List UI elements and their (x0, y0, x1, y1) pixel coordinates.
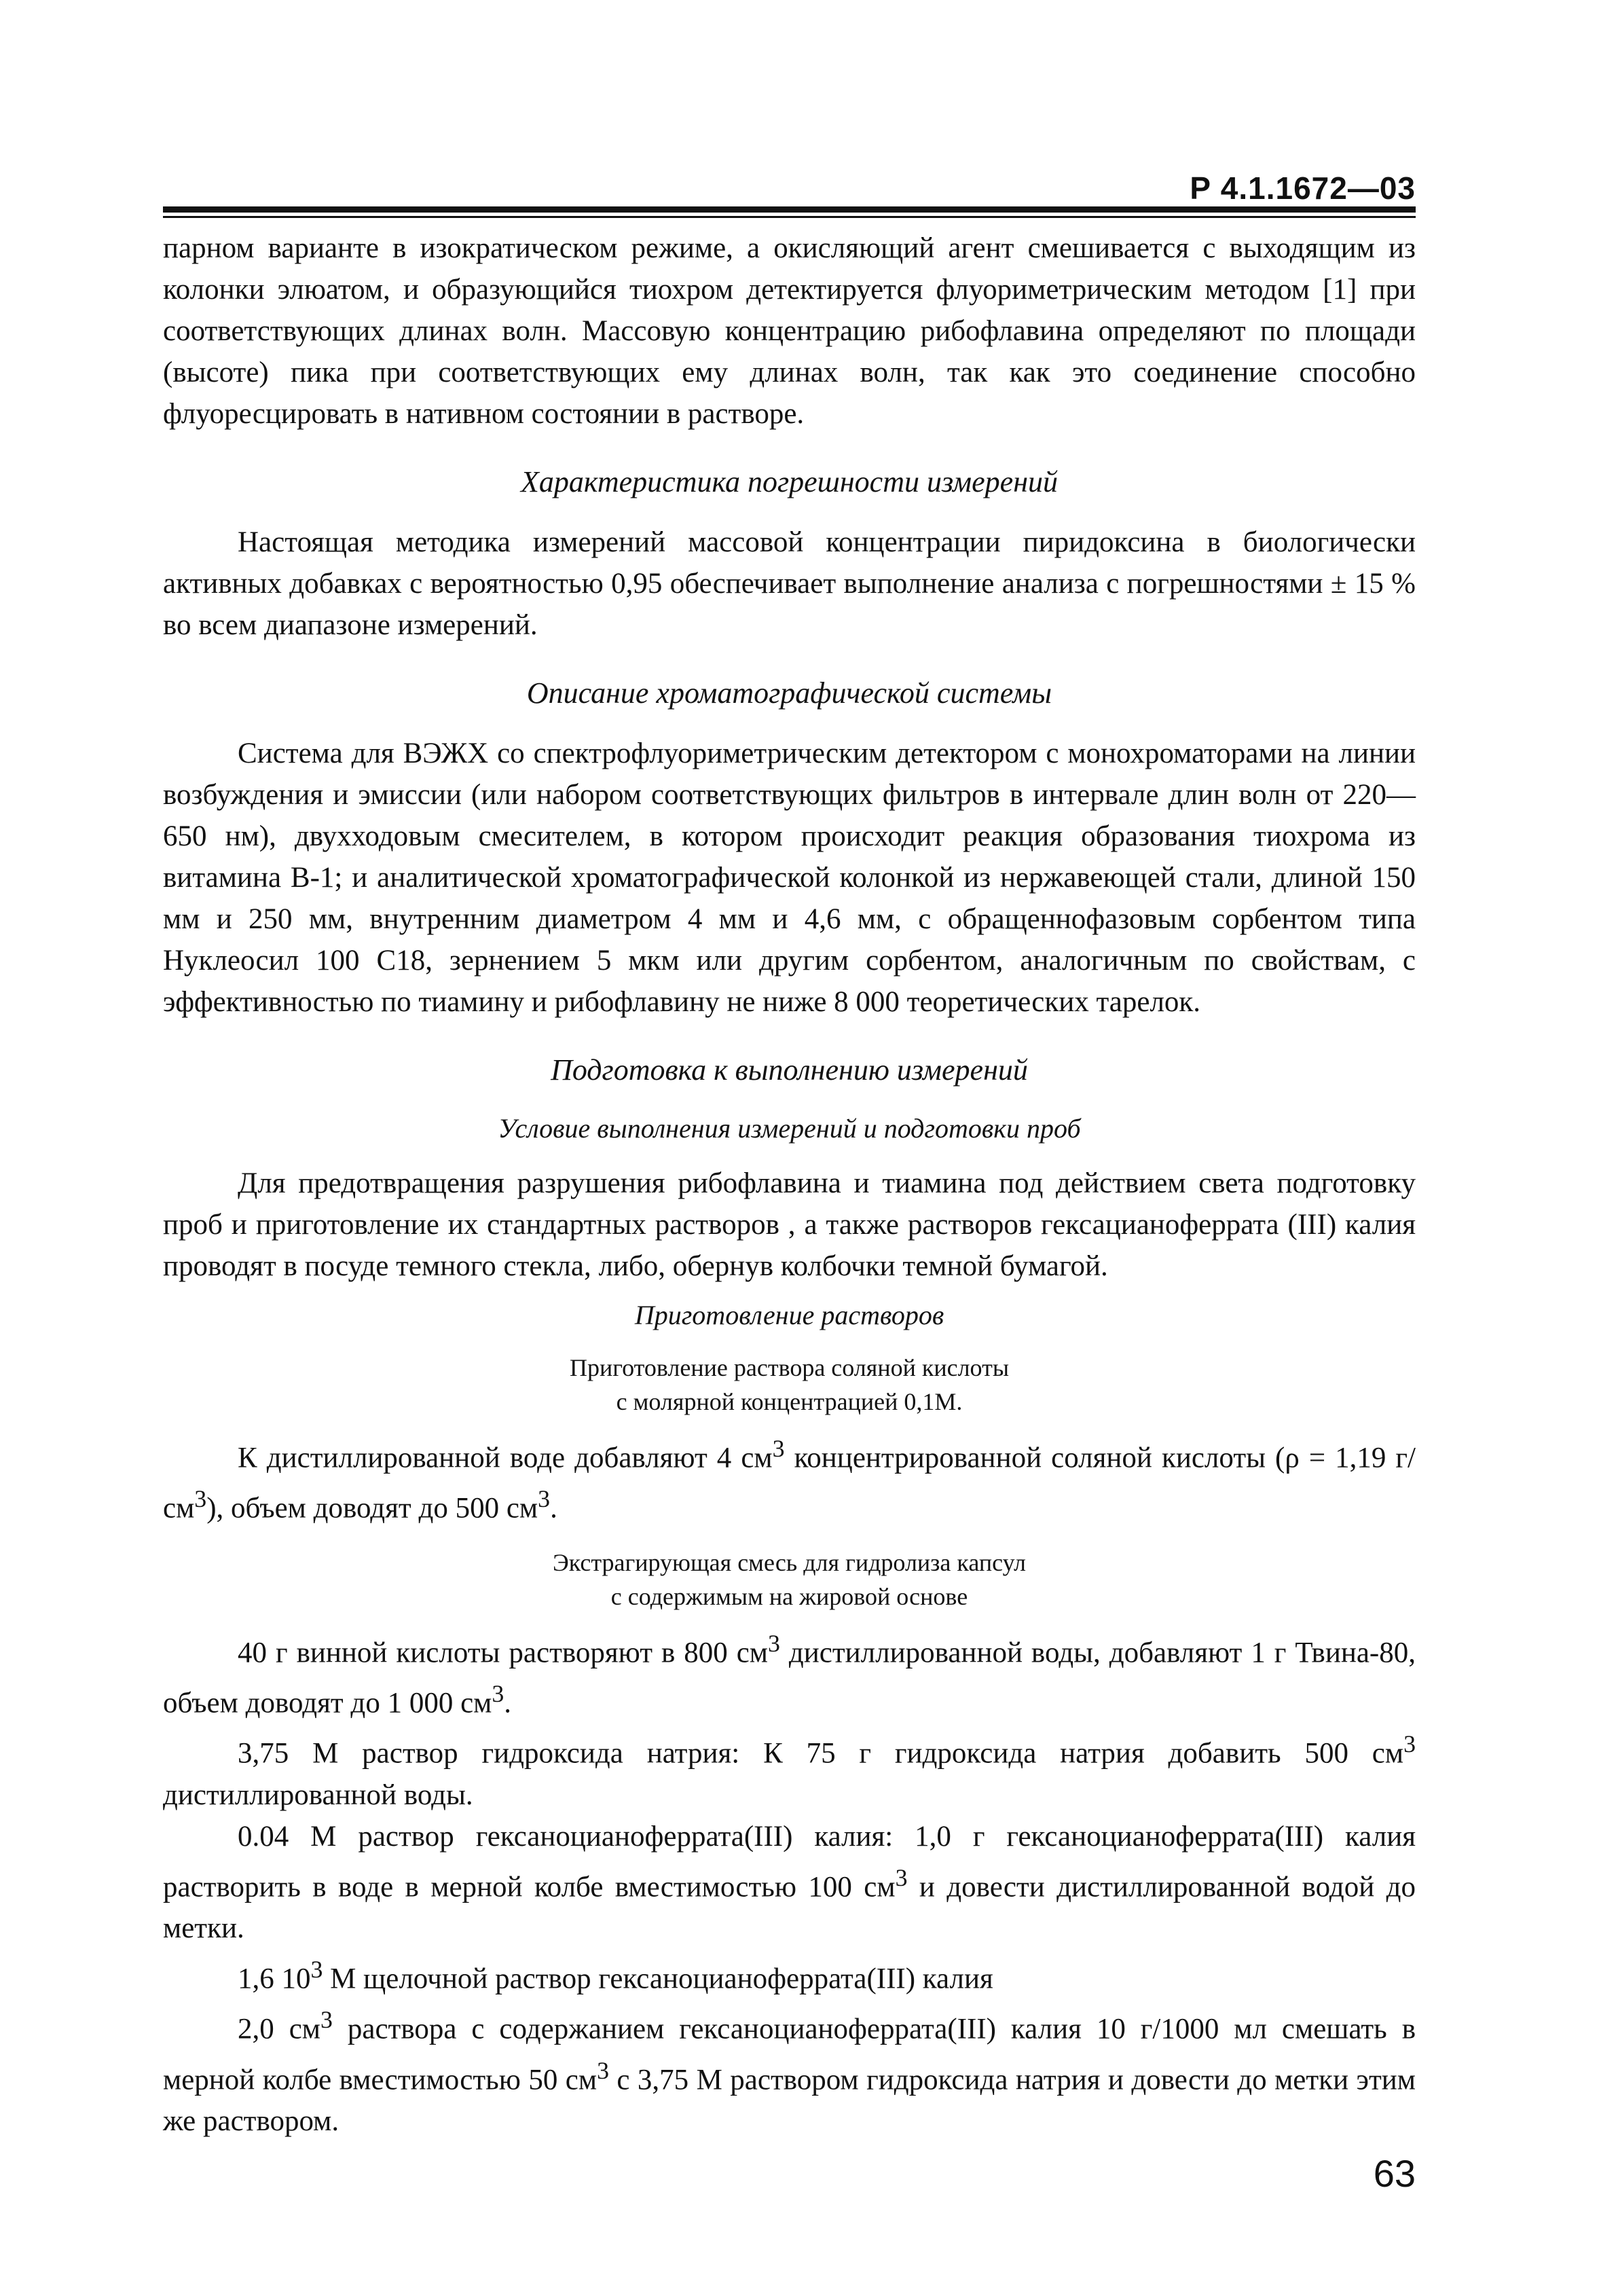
superscript-3: 3 (597, 2056, 609, 2084)
system-section-heading: Описание хроматографической системы (526, 676, 1052, 710)
ferri-text-a: 0.04 М раствор гексаноцианоферрата(III) калия: 1,0 г гексаноцианоферрата(III) калия растворить в воде в мерной колбе вместимостью 100 см (163, 1820, 1416, 1903)
superscript-3: 3 (320, 2006, 333, 2034)
hcl-heading (163, 1351, 1416, 1419)
final-text-c: с 3,75 М раствором гидроксида натрия и довести до метки этим же раствором. (163, 2063, 1416, 2137)
final-text-a: 2,0 см (238, 2013, 320, 2045)
hcl-heading-line1: Приготовление раствора соляной кислоты (569, 1354, 1009, 1381)
superscript-3: 3 (895, 1863, 908, 1891)
alkaline-solution-paragraph (163, 1949, 1416, 1999)
ferri-text-b: и довести дистиллированной водой до метки. (163, 1870, 1416, 1944)
hcl-text-b: концентрированной соляной кислоты (ρ = 1,19 г/см (163, 1442, 1416, 1525)
extract-text-b: дистиллированной воды, добавляют 1 г Твина-80, объем доводят до 1 000 см (163, 1636, 1416, 1719)
error-section-heading: Характеристика погрешности измерений (520, 465, 1059, 498)
ferricyanide-paragraph (163, 1816, 1416, 1949)
header-rule-thick (163, 206, 1416, 213)
conditions-heading: Условие выполнения измерений и подготовки проб (498, 1113, 1081, 1144)
final-text-b: раствора с содержанием гексаноцианоферрата(III) калия 10 г/1000 мл смешать в мерной колбе вместимостью 50 см (163, 2013, 1416, 2096)
alk-text-a: 1,6 10 (238, 1963, 311, 1995)
extract-heading (163, 1546, 1416, 1614)
superscript-3: 3 (772, 1435, 785, 1462)
extract-text-a: 40 г винной кислоты растворяют в 800 см (238, 1636, 769, 1669)
hcl-text-d: . (550, 1492, 557, 1525)
page-number: 63 (1373, 2152, 1416, 2195)
naoh-text-a: 3,75 М раствор гидроксида натрия: К 75 г гидроксида натрия добавить 500 см (238, 1737, 1404, 1770)
header-rule-thin (163, 216, 1416, 218)
superscript-3: 3 (492, 1679, 504, 1707)
document-code: Р 4.1.1672—03 (1190, 170, 1416, 206)
naoh-text-b: дистиллированной воды. (163, 1779, 473, 1811)
hcl-paragraph (163, 1428, 1416, 1529)
intro-paragraph: парном варианте в изократическом режиме, а окисляющий агент смешивается с выходящим из колонки элюатом, и образующийся тиохром детектируется флуориметрическим методом [1] при соответствующих длинах волн. Массовую концентрацию рибофлавина определяют по площади (высоте) пика при соответствующих ему длинах волн, так как это соединение способно флуоресцировать в нативном состоянии в растворе. (163, 232, 1416, 430)
solutions-heading: Приготовление растворов (634, 1300, 944, 1330)
extract-paragraph (163, 1623, 1416, 1724)
superscript-3: 3 (538, 1485, 551, 1513)
hcl-text-a: К дистиллированной воде добавляют 4 см (238, 1442, 773, 1474)
hcl-heading-line2: с молярной концентрацией 0,1М. (616, 1388, 963, 1415)
preparation-section-heading: Подготовка к выполнению измерений (551, 1053, 1028, 1087)
superscript-3: 3 (194, 1485, 207, 1513)
alk-text-b: М щелочной раствор гексаноцианоферрата(III) калия (323, 1963, 993, 1995)
system-paragraph: Система для ВЭЖХ со спектрофлуориметрическим детектором с монохроматорами на линии возбуждения и эмиссии (или набором соответствующих фильтров в интервале длин волн от 220—650 нм), двухходовым смесителем, в котором происходит реакция образования тиохрома из витамина В-1; и аналитической хроматографической колонкой из нержавеющей стали, длиной 150 мм и 250 мм, внутренним диаметром 4 мм и 4,6 мм, с обращеннофазовым сорбентом типа Нуклеосил 100 С18, зернением 5 мкм или другим сорбентом, аналогичным по свойствам, с эффективностью по тиамину и рибофлавину не ниже 8 000 теоретических тарелок. (163, 737, 1416, 1018)
page-content (163, 227, 1416, 2142)
extract-heading-line1: Экстрагирующая смесь для гидролиза капсул (553, 1548, 1026, 1576)
naoh-paragraph (163, 1724, 1416, 1815)
hcl-text-c: ), объем доводят до 500 см (206, 1492, 538, 1525)
superscript-3: 3 (1403, 1730, 1416, 1758)
superscript-3: 3 (768, 1629, 780, 1657)
error-paragraph: Настоящая методика измерений массовой концентрации пиридоксина в биологически активных добавках с вероятностью 0,95 обеспечивает выполнение анализа с погрешностями ± 15 % во всем диапазоне измерений. (163, 526, 1416, 641)
conditions-paragraph: Для предотвращения разрушения рибофлавина и тиамина под действием света подготовку проб и приготовление их стандартных растворов , а также растворов гексацианоферрата (III) калия проводят в посуде темного стекла, либо, обернув колбочки темной бумагой. (163, 1167, 1416, 1282)
extract-text-c: . (504, 1687, 512, 1719)
final-paragraph (163, 1999, 1416, 2142)
superscript-3: 3 (310, 1955, 323, 1983)
extract-heading-line2: с содержимым на жировой основе (610, 1582, 968, 1610)
